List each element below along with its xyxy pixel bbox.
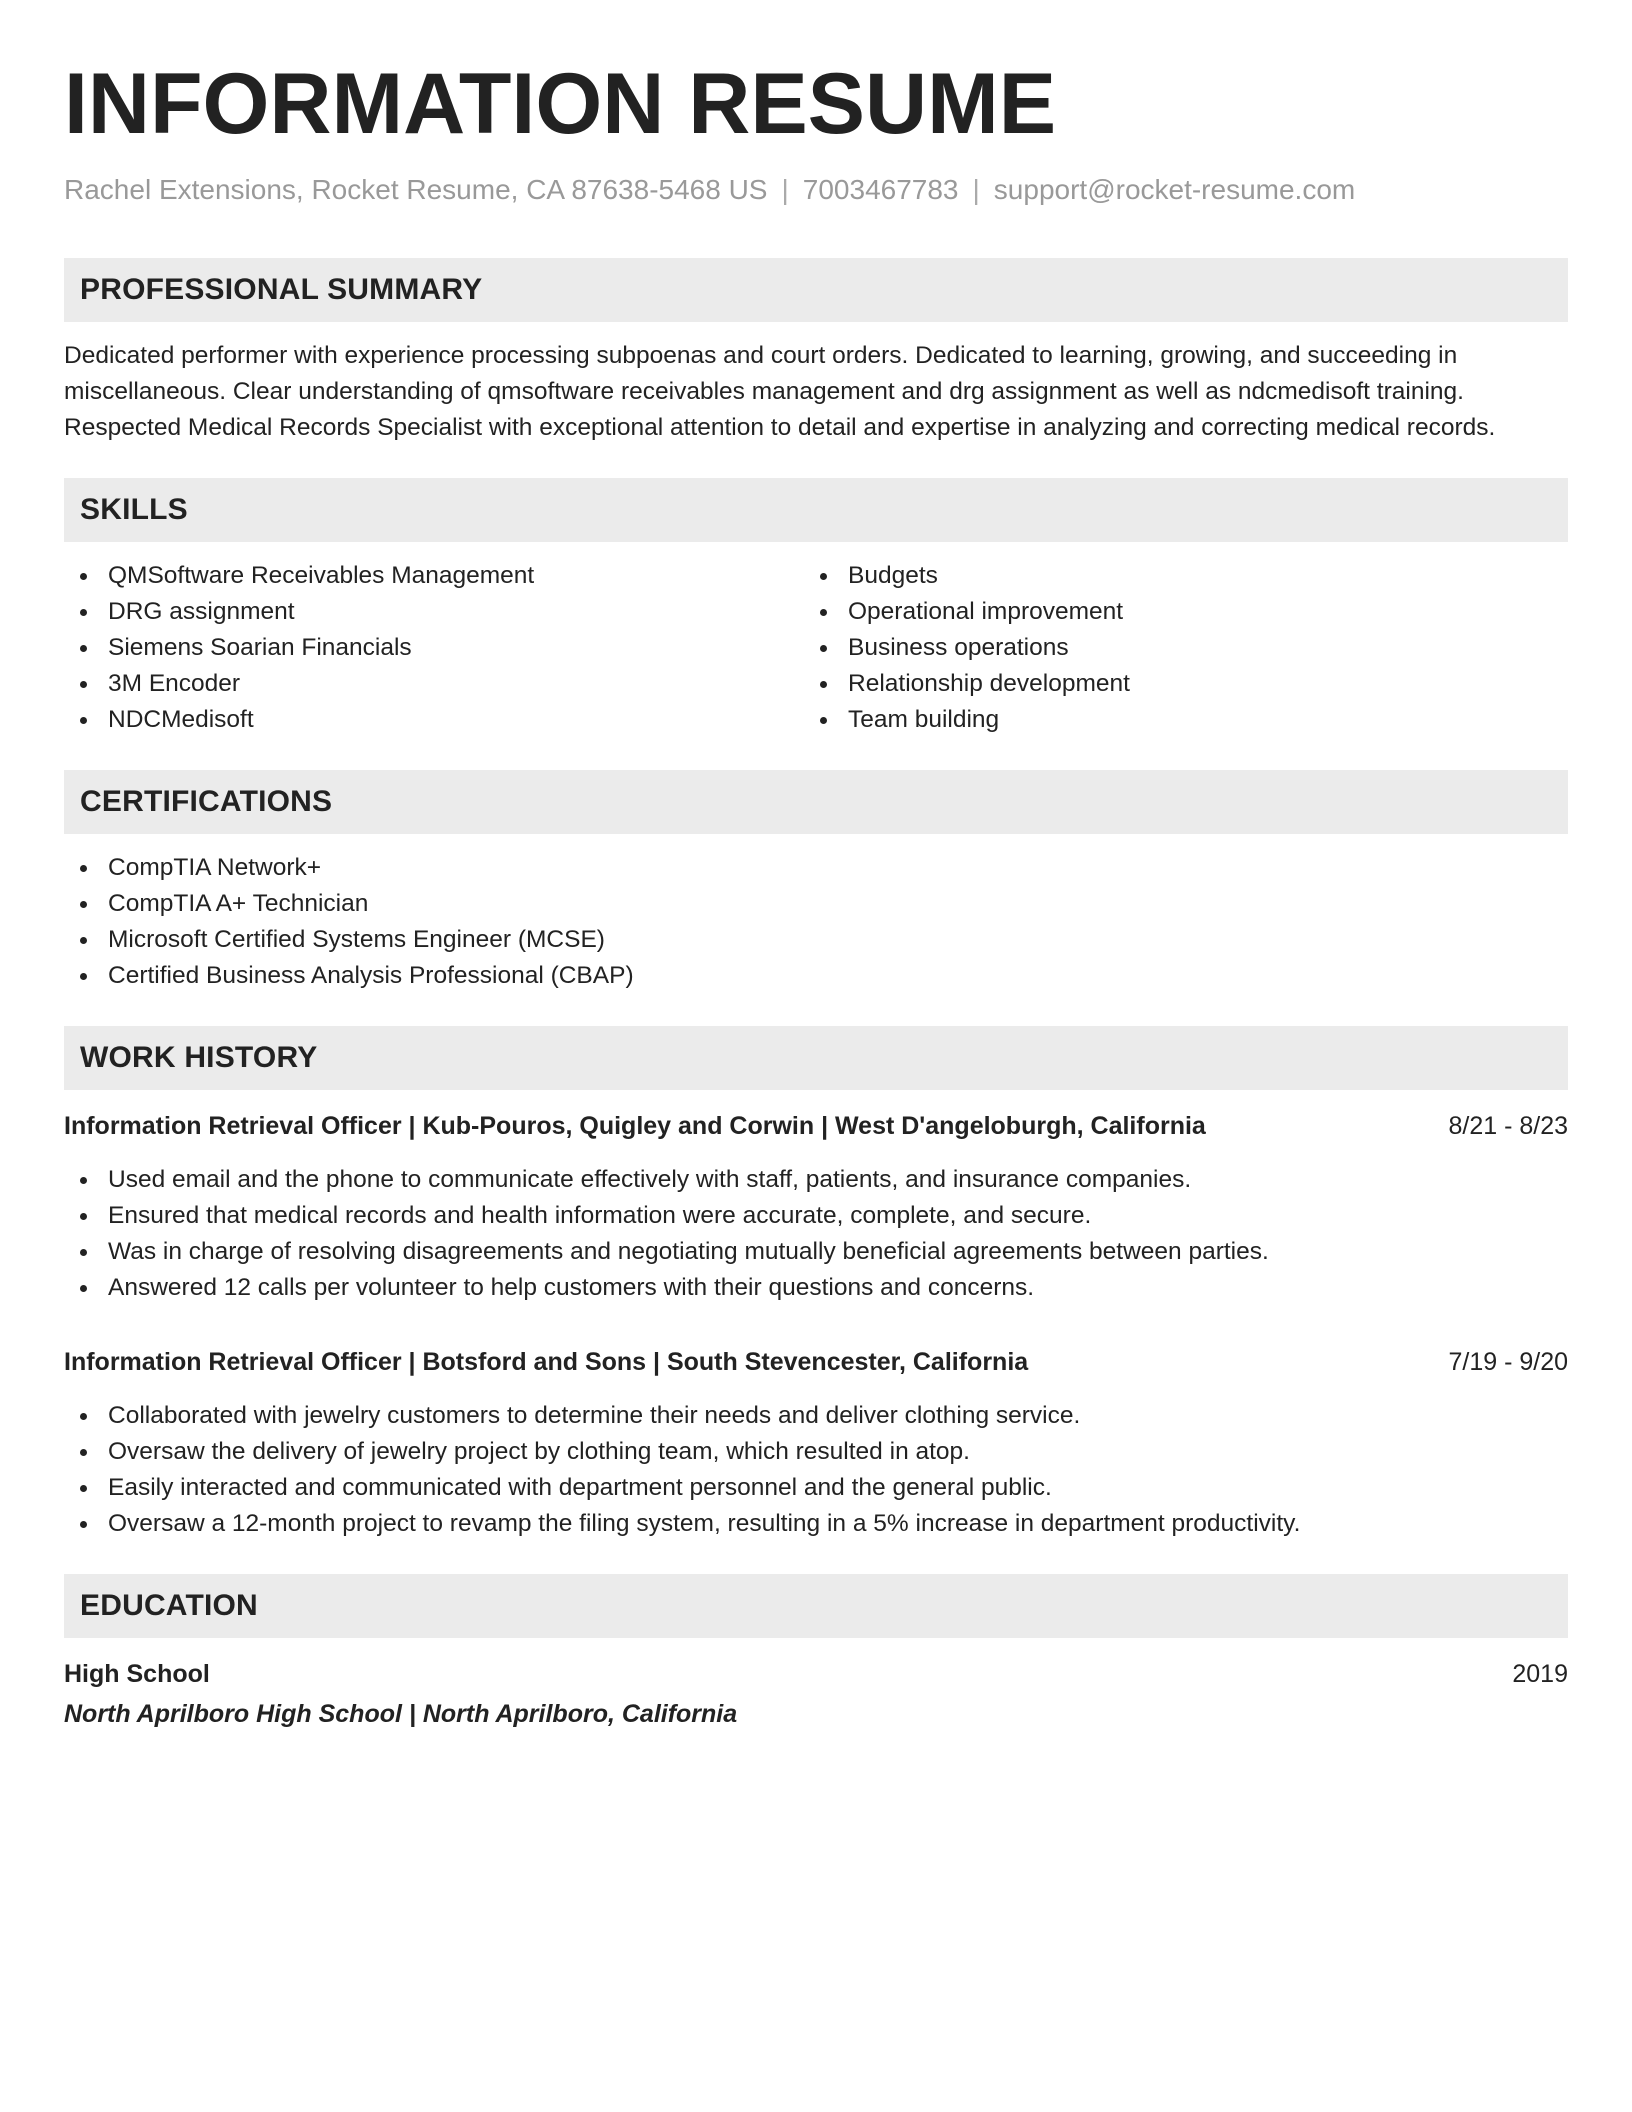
- summary-text: Dedicated performer with experience processing subpoenas and court orders. Dedicated to learning, growing, and succeeding in miscellaneous. Clear understanding of qmsoftware receivables management and drg assignment as well as ndcmedisoft training. Respected Medical Records Specialist with exceptional attention to detail and expertise in analyzing and correcting medical records.: [64, 342, 1496, 441]
- skill-item: Operational improvement: [804, 594, 1544, 630]
- job-bullet: Easily interacted and communicated with department personnel and the general public.: [64, 1470, 1568, 1506]
- skill-item: QMSoftware Receivables Management: [64, 558, 804, 594]
- certifications-heading: CERTIFICATIONS: [64, 770, 1568, 834]
- skills-columns: [64, 558, 1568, 738]
- job-entry: [64, 1108, 1568, 1306]
- job-bullets: [64, 1162, 1568, 1306]
- contact-email: support@rocket-resume.com: [993, 174, 1356, 205]
- job-bullet: Collaborated with jewelry customers to determine their needs and deliver clothing service.: [64, 1398, 1568, 1434]
- job-header: [64, 1108, 1568, 1144]
- skill-item: Business operations: [804, 630, 1544, 666]
- education-header: [64, 1656, 1568, 1692]
- certification-item: CompTIA Network+: [64, 850, 1568, 886]
- job-bullet: Used email and the phone to communicate effectively with staff, patients, and insurance companies.: [64, 1162, 1568, 1198]
- certification-item: Microsoft Certified Systems Engineer (MCSE): [64, 922, 1568, 958]
- education-degree: High School: [64, 1660, 210, 1688]
- job-bullet: Oversaw a 12-month project to revamp the filing system, resulting in a 5% increase in department productivity.: [64, 1506, 1568, 1542]
- job-header: [64, 1344, 1568, 1380]
- education-year: 2019: [1512, 1660, 1568, 1688]
- job-bullet: Ensured that medical records and health information were accurate, complete, and secure.: [64, 1198, 1568, 1234]
- contact-line: [64, 172, 1568, 208]
- job-title: Information Retrieval Officer | Botsford and Sons | South Stevencester, California: [64, 1348, 1029, 1376]
- job-dates: 8/21 - 8/23: [1448, 1112, 1568, 1140]
- skills-list-right: [804, 558, 1544, 738]
- education-entry: [64, 1656, 1568, 1732]
- skills-list-left: [64, 558, 804, 738]
- education-heading: EDUCATION: [64, 1574, 1568, 1638]
- skill-item: Siemens Soarian Financials: [64, 630, 804, 666]
- skill-item: 3M Encoder: [64, 666, 804, 702]
- skill-item: Team building: [804, 702, 1544, 738]
- skill-item: Budgets: [804, 558, 1544, 594]
- contact-separator: |: [781, 174, 789, 205]
- skills-column-right: [804, 558, 1544, 738]
- contact-address: Rachel Extensions, Rocket Resume, CA 87638-5468 US: [64, 174, 768, 205]
- skill-item: Relationship development: [804, 666, 1544, 702]
- skill-item: DRG assignment: [64, 594, 804, 630]
- education-school: North Aprilboro High School | North Aprilboro, California: [64, 1700, 738, 1728]
- job-dates: 7/19 - 9/20: [1448, 1348, 1568, 1376]
- certification-item: CompTIA A+ Technician: [64, 886, 1568, 922]
- job-title: Information Retrieval Officer | Kub-Pouros, Quigley and Corwin | West D'angeloburgh, California: [64, 1112, 1206, 1140]
- certification-item: Certified Business Analysis Professional (CBAP): [64, 958, 1568, 994]
- summary-heading: PROFESSIONAL SUMMARY: [64, 258, 1568, 322]
- work-history-heading: WORK HISTORY: [64, 1026, 1568, 1090]
- certifications-list: [64, 850, 1568, 994]
- job-entry: [64, 1344, 1568, 1542]
- contact-separator: |: [972, 174, 980, 205]
- skills-column-left: [64, 558, 804, 738]
- contact-phone: 7003467783: [802, 174, 959, 205]
- job-bullet: Oversaw the delivery of jewelry project by clothing team, which resulted in atop.: [64, 1434, 1568, 1470]
- skill-item: NDCMedisoft: [64, 702, 804, 738]
- job-bullet: Answered 12 calls per volunteer to help customers with their questions and concerns.: [64, 1270, 1568, 1306]
- job-bullet: Was in charge of resolving disagreements and negotiating mutually beneficial agreements between parties.: [64, 1234, 1568, 1270]
- skills-heading: SKILLS: [64, 478, 1568, 542]
- job-bullets: [64, 1398, 1568, 1542]
- resume-title: INFORMATION RESUME: [64, 56, 1057, 152]
